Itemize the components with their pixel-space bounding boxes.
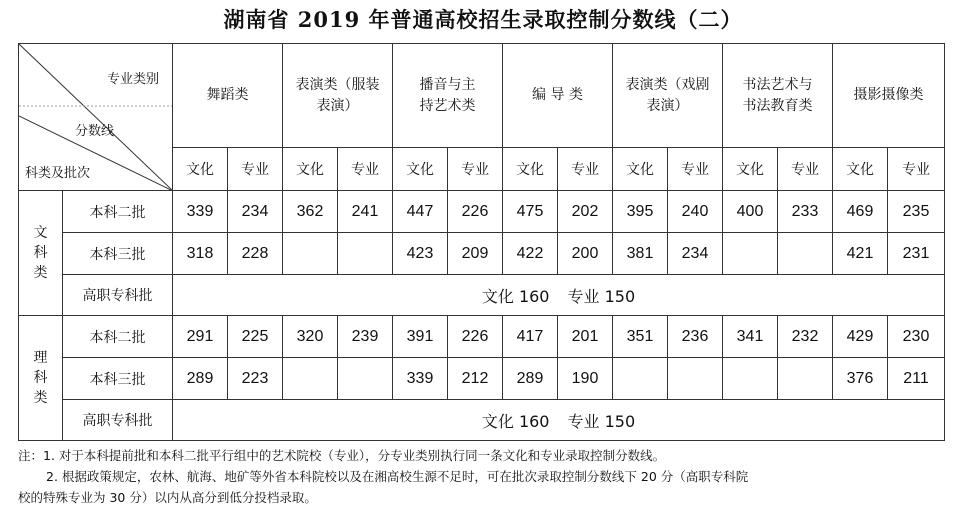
score-cell: 226	[448, 191, 503, 233]
score-cell	[338, 358, 393, 400]
category-header	[723, 44, 833, 148]
culture-subheader: 文化	[613, 148, 668, 191]
batch-label: 本科二批	[63, 191, 173, 233]
score-cell: 232	[778, 316, 833, 358]
score-cell: 289	[173, 358, 228, 400]
major-subheader: 专业	[668, 148, 723, 191]
category-header-line: 书法教育类	[742, 97, 813, 114]
note-3: 校的特殊专业为 30 分）以内从高分到低分投档录取。	[18, 490, 317, 505]
culture-subheader: 文化	[723, 148, 778, 191]
score-cell: 240	[668, 191, 723, 233]
category-header	[613, 44, 723, 148]
score-table	[18, 43, 945, 441]
page-title: 湖南省 2019 年普通高校招生录取控制分数线（二）	[223, 7, 743, 32]
score-cell: 400	[723, 191, 778, 233]
batch-label: 本科二批	[63, 316, 173, 358]
score-cell: 339	[393, 358, 448, 400]
category-header-line: 表演）	[646, 97, 689, 114]
score-cell: 211	[888, 358, 945, 400]
score-cell: 351	[613, 316, 668, 358]
category-header-line: 编 导 类	[532, 87, 583, 103]
major-subheader: 专业	[558, 148, 613, 191]
vocational-major-score: 专业 150	[567, 411, 636, 431]
score-cell: 289	[503, 358, 558, 400]
score-cell: 362	[283, 191, 338, 233]
category-header-line: 书法艺术与	[742, 76, 813, 93]
score-cell: 376	[833, 358, 888, 400]
note-2: 2. 根据政策规定，农林、航海、地矿等外省本科院校以及在湘高校生源不足时，可在批次录取控制分数线下 20 分（高职专科院	[46, 469, 749, 484]
category-header-line: 表演类（服装	[295, 76, 380, 93]
score-cell: 339	[173, 191, 228, 233]
major-subheader: 专业	[448, 148, 503, 191]
score-cell: 318	[173, 233, 228, 275]
score-cell: 231	[888, 233, 945, 275]
score-cell: 422	[503, 233, 558, 275]
culture-subheader: 文化	[833, 148, 888, 191]
score-cell: 320	[283, 316, 338, 358]
score-cell: 423	[393, 233, 448, 275]
score-cell: 291	[173, 316, 228, 358]
score-cell: 228	[228, 233, 283, 275]
culture-subheader: 文化	[173, 148, 228, 191]
score-cell	[338, 233, 393, 275]
category-header-row	[19, 44, 945, 148]
vocational-major-score: 专业 150	[567, 286, 636, 306]
section-label	[19, 316, 63, 441]
score-cell: 223	[228, 358, 283, 400]
score-cell: 209	[448, 233, 503, 275]
section-label-char: 科	[33, 245, 48, 261]
note-1: 注：1. 对于本科提前批和本科二批平行组中的艺术院校（专业），分专业类别执行同一条文化和专业录取控制分数线。	[18, 448, 666, 463]
score-cell	[283, 233, 338, 275]
culture-subheader: 文化	[503, 148, 558, 191]
score-cell	[668, 358, 723, 400]
score-cell: 429	[833, 316, 888, 358]
category-header	[503, 44, 613, 148]
score-row	[19, 233, 945, 275]
score-cell: 391	[393, 316, 448, 358]
category-header	[173, 44, 283, 148]
score-cell: 201	[558, 316, 613, 358]
corner-bottom-label: 科类及批次	[25, 166, 91, 181]
score-cell: 234	[668, 233, 723, 275]
score-cell: 469	[833, 191, 888, 233]
score-cell	[778, 233, 833, 275]
category-header-line: 摄影摄像类	[853, 87, 924, 103]
section-label-char: 科	[33, 370, 48, 386]
batch-label: 高职专科批	[63, 400, 173, 441]
score-cell: 421	[833, 233, 888, 275]
score-cell	[613, 358, 668, 400]
score-cell: 202	[558, 191, 613, 233]
major-subheader: 专业	[228, 148, 283, 191]
score-row	[19, 316, 945, 358]
section-label-char: 类	[33, 265, 48, 281]
score-cell	[778, 358, 833, 400]
score-cell	[723, 358, 778, 400]
corner-cell	[19, 44, 173, 191]
score-cell: 225	[228, 316, 283, 358]
corner-mid-label: 分数线	[75, 124, 115, 139]
score-cell: 233	[778, 191, 833, 233]
score-cell: 226	[448, 316, 503, 358]
category-header-line: 表演类（戏剧	[625, 76, 710, 93]
score-cell: 230	[888, 316, 945, 358]
score-row	[19, 358, 945, 400]
category-header-line: 舞蹈类	[206, 87, 249, 103]
score-cell: 341	[723, 316, 778, 358]
score-cell: 239	[338, 316, 393, 358]
culture-subheader: 文化	[283, 148, 338, 191]
section-label	[19, 191, 63, 316]
major-subheader: 专业	[778, 148, 833, 191]
category-header	[283, 44, 393, 148]
category-header-line: 表演）	[316, 97, 359, 114]
section-label-char: 理	[33, 350, 48, 366]
batch-label: 本科三批	[63, 233, 173, 275]
score-cell: 235	[888, 191, 945, 233]
score-row	[19, 191, 945, 233]
score-cell: 200	[558, 233, 613, 275]
score-cell: 236	[668, 316, 723, 358]
score-cell: 241	[338, 191, 393, 233]
score-cell: 475	[503, 191, 558, 233]
vocational-scores	[173, 275, 945, 316]
major-subheader: 专业	[338, 148, 393, 191]
score-cell	[723, 233, 778, 275]
section-label-char: 类	[33, 390, 48, 406]
major-subheader: 专业	[888, 148, 945, 191]
batch-label: 本科三批	[63, 358, 173, 400]
score-cell: 190	[558, 358, 613, 400]
category-header	[393, 44, 503, 148]
culture-subheader: 文化	[393, 148, 448, 191]
vocational-scores	[173, 400, 945, 441]
score-cell: 417	[503, 316, 558, 358]
corner-top-label: 专业类别	[107, 72, 160, 87]
score-cell: 381	[613, 233, 668, 275]
category-header	[833, 44, 945, 148]
section-label-char: 文	[33, 225, 48, 241]
score-cell: 234	[228, 191, 283, 233]
score-cell: 447	[393, 191, 448, 233]
category-header-line: 播音与主	[419, 76, 476, 93]
vocational-culture-score: 文化 160	[481, 286, 550, 306]
vocational-culture-score: 文化 160	[481, 411, 550, 431]
vocational-row	[19, 275, 945, 316]
score-cell: 395	[613, 191, 668, 233]
score-cell	[283, 358, 338, 400]
category-header-line: 持艺术类	[419, 97, 476, 114]
batch-label: 高职专科批	[63, 275, 173, 316]
notes	[18, 445, 958, 508]
score-cell: 212	[448, 358, 503, 400]
vocational-row	[19, 400, 945, 441]
